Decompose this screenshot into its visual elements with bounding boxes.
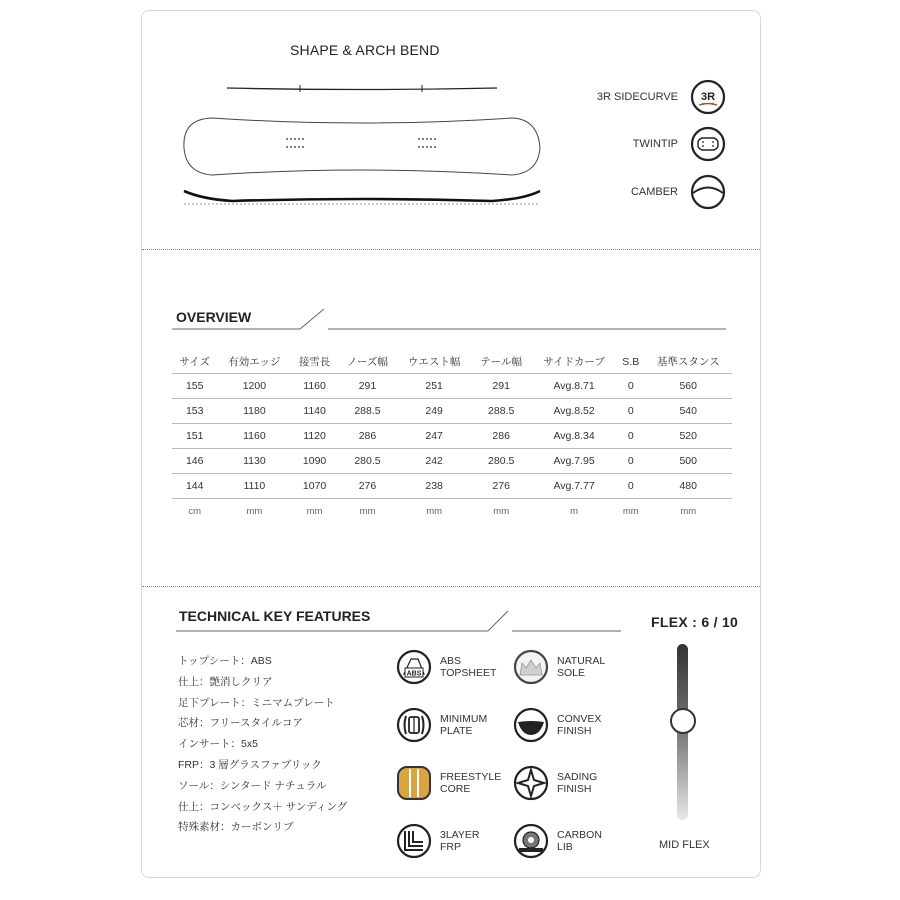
table-cell: 151 [172,423,217,448]
table-cell: 540 [644,398,732,423]
flex-label: MID FLEX [659,839,710,851]
table-row [172,373,732,398]
column-header: 接雪長 [291,351,338,373]
feature-line2: FINISH [557,783,592,795]
freestyle-core-icon [396,765,432,801]
table-row [172,423,732,448]
table-cell: 1070 [291,473,338,498]
table-cell: 155 [172,373,217,398]
table-cell: 276 [471,473,531,498]
feature-label: TWINTIP [632,138,678,150]
3layer-frp-icon [396,823,432,859]
feature-minimum-plate [396,707,508,743]
twintip-icon [690,126,726,162]
table-cell: 291 [471,373,531,398]
table-cell: 280.5 [471,448,531,473]
feature-line1: SADING [557,771,598,783]
table-cell: 247 [397,423,471,448]
table-cell: 500 [644,448,732,473]
badge-text: 3R [700,91,716,103]
table-cell: 242 [397,448,471,473]
feature-line2: TOPSHEET [440,667,497,679]
table-cell: Avg.8.71 [531,373,617,398]
table-cell: 238 [397,473,471,498]
unit-cell: mm [493,505,510,517]
table-cell: 1180 [217,398,291,423]
table-cell: 249 [397,398,471,423]
feature-3r-sidecurve [597,79,726,115]
feature-abs-topsheet [396,649,508,685]
unit-cell: mm [306,505,323,517]
column-header: サイドカーブ [531,351,617,373]
table-cell: 286 [471,423,531,448]
feature-line2: SOLE [557,667,586,679]
table-cell: 560 [644,373,732,398]
feature-line1: NATURAL [557,655,606,667]
flex-slider-knob [670,708,696,734]
flex-title: FLEX : 6 / 10 [651,614,739,630]
column-header: ウエスト幅 [397,351,471,373]
column-header: サイズ [172,351,217,373]
feature-line1: CARBON [557,829,602,841]
feature-3layer-frp [396,823,508,859]
feature-carbon-lib [513,823,625,859]
list-item: FRP：3 層グラスファブリック [178,758,322,771]
shape-title: SHAPE & ARCH BEND [290,42,440,58]
list-item: 仕上：艶消しクリア [178,675,273,688]
table-cell: 0 [617,473,644,498]
spec-table [172,351,732,524]
table-cell: Avg.8.52 [531,398,617,423]
spec-card [141,10,761,878]
convex-finish-icon [513,707,549,743]
list-item: トップシート：ABS [178,655,272,667]
camber-icon [690,174,726,210]
feature-twintip [633,126,726,162]
carbon-lib-icon [513,823,549,859]
table-cell: 1120 [291,423,338,448]
table-cell: 153 [172,398,217,423]
feature-freestyle-core [396,765,508,801]
column-header: 基準スタンス [644,351,732,373]
feature-line1: 3LAYER [440,829,480,841]
table-cell: 1090 [291,448,338,473]
table-cell: 144 [172,473,217,498]
table-cell: 1110 [217,473,291,498]
unit-cell: m [570,505,579,517]
table-cell: 1160 [291,373,338,398]
feature-line1: CONVEX [557,713,602,725]
feature-line2: FINISH [557,725,592,737]
table-cell: 286 [338,423,397,448]
overview-title: OVERVIEW [176,309,252,325]
list-item: 特殊素材：カーボンリブ [178,821,294,834]
column-header: テール幅 [471,351,531,373]
feature-line2: CORE [440,783,471,795]
list-item: ソール：シンタード ナチュラル [178,779,327,792]
abs-topsheet-icon [396,649,432,685]
table-cell: Avg.7.77 [531,473,617,498]
feature-line1: FREESTYLE [440,771,502,783]
units-row [172,498,732,524]
table-cell: 1130 [217,448,291,473]
list-item: 足下プレート：ミニマムプレート [178,696,335,709]
table-row [172,473,732,498]
spec-list [178,651,347,838]
feature-label: 3R SIDECURVE [596,91,678,103]
board-shape-diagram [172,73,552,218]
table-cell: 1200 [217,373,291,398]
list-item: 仕上：コンベックス＋ サンディング [178,800,348,813]
table-cell: 480 [644,473,732,498]
unit-cell: mm [359,505,376,517]
table-cell: 288.5 [338,398,397,423]
badge-text: ABS [406,670,422,678]
table-cell: 520 [644,423,732,448]
table-cell: 251 [397,373,471,398]
overview-heading-rule [172,307,732,331]
table-cell: Avg.7.95 [531,448,617,473]
table-cell: 276 [338,473,397,498]
table-header-row [172,351,732,373]
table-row [172,398,732,423]
table-cell: 0 [617,373,644,398]
unit-cell: mm [426,505,443,517]
unit-cell: mm [246,505,263,517]
technical-title: TECHNICAL KEY FEATURES [179,608,371,624]
table-cell: 280.5 [338,448,397,473]
feature-line2: LIB [557,841,573,853]
feature-camber [631,174,726,210]
table-cell: 1140 [291,398,338,423]
list-item: インサート：5x5 [178,738,258,751]
table-cell: Avg.8.34 [531,423,617,448]
section-divider [142,586,761,587]
column-header: S.B [617,351,644,373]
unit-cell: mm [680,505,697,517]
feature-line1: ABS [440,655,462,667]
table-cell: 291 [338,373,397,398]
unit-cell: mm [622,505,639,517]
table-cell: 1160 [217,423,291,448]
feature-label: CAMBER [630,186,678,198]
column-header: ノーズ幅 [338,351,397,373]
feature-line2: PLATE [440,725,473,737]
table-cell: 0 [617,448,644,473]
table-row [172,448,732,473]
feature-line2: FRP [440,841,461,853]
3r-sidecurve-icon [690,79,726,115]
sanding-finish-icon [513,765,549,801]
technical-heading-rule [176,609,626,633]
table-cell: 0 [617,398,644,423]
list-item: 芯材：フリースタイルコア [178,717,303,730]
table-cell: 0 [617,423,644,448]
feature-natural-sole [513,649,625,685]
table-cell: 288.5 [471,398,531,423]
column-header: 有効エッジ [217,351,291,373]
minimum-plate-icon [396,707,432,743]
feature-sanding-finish [513,765,625,801]
table-cell: 146 [172,448,217,473]
unit-cell: cm [188,505,202,517]
natural-sole-icon [513,649,549,685]
feature-convex-finish [513,707,625,743]
section-divider [142,249,761,250]
feature-line1: MINIMUM [440,713,488,725]
